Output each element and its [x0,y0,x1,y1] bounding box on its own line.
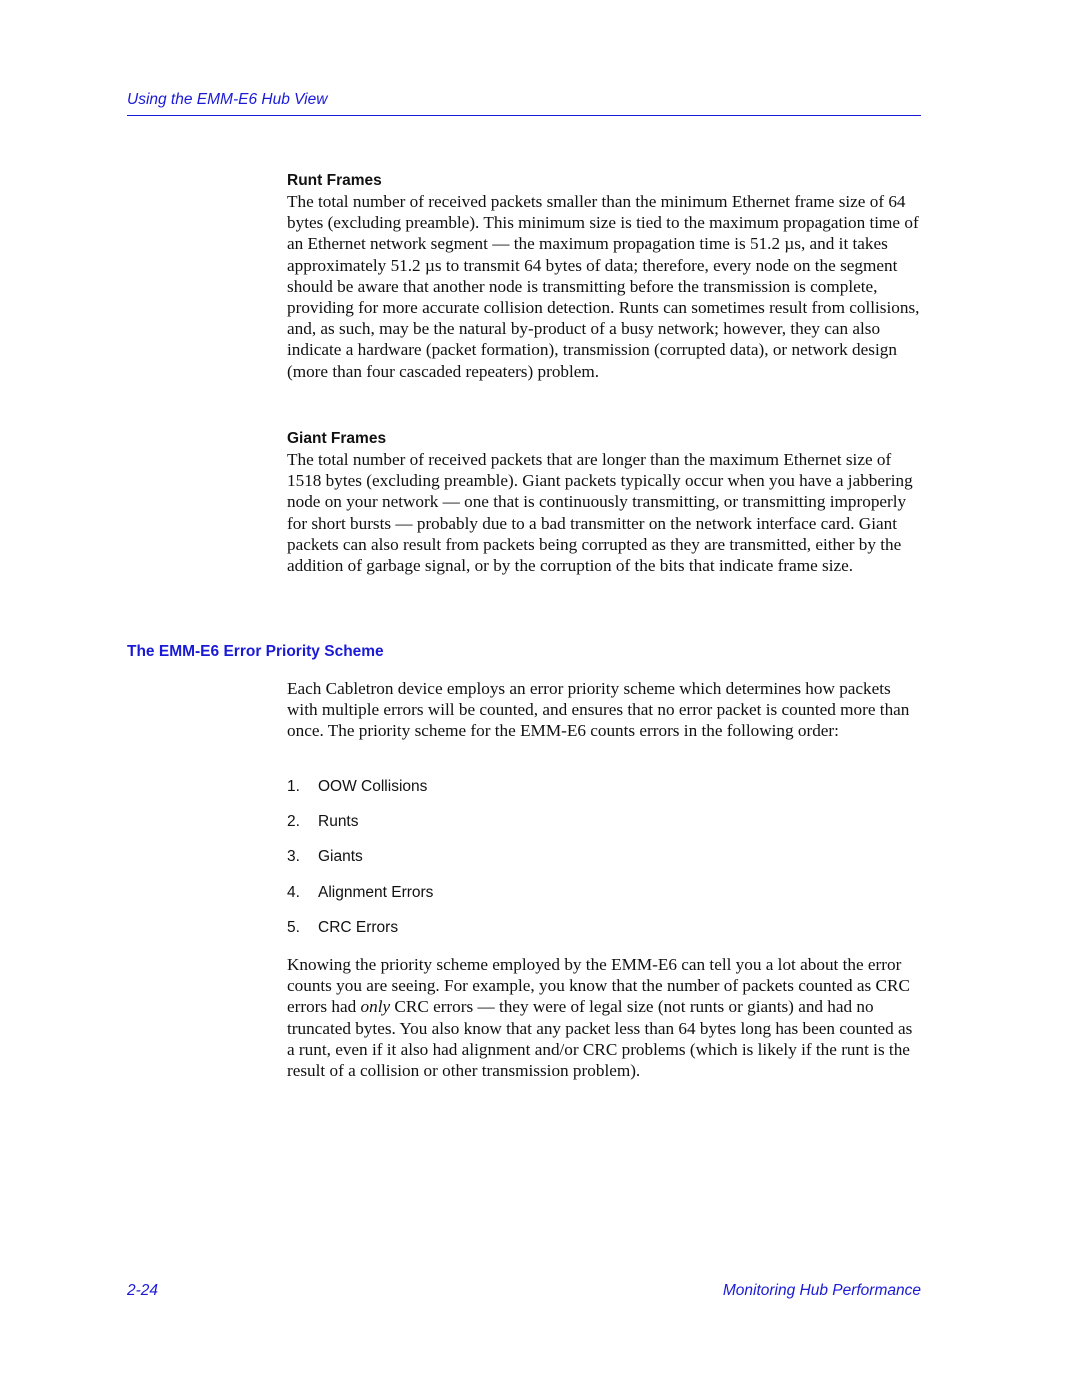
priority-closing [287,954,923,1081]
chapter-title: Monitoring Hub Performance [722,1282,921,1299]
closing-text-start: Knowing the priority scheme employed by the EMM-E6 can tell you a lot about the error counts you are seeing. For example, you know that the number of packets counted as CRC errors had [287,955,910,1017]
giant-frames-heading: Giant Frames [287,430,387,447]
list-item-label: Runts [318,813,359,831]
priority-closing-paragraph [287,954,923,1081]
list-item [287,777,433,812]
priority-intro [287,678,923,742]
closing-text-end: CRC errors — they were of legal size (not runts or giants) and had no truncated bytes. You also know that any packet less than 64 bytes long has been counted as a runt, even if it also had alignment and/or CRC problems (which is likely if the runt is the result of a collision or other transmission problem). [287,997,913,1081]
giant-frames-paragraph: The total number of received packets that are longer than the maximum Ethernet size of 1518 bytes (excluding preamble). Giant packets typically occur when you have a jabbering node on your network — one that is continuously transmitting, or transmitting improperly for short bursts — probably due to a bad transmitter on the network interface card. Giant packets can also result from packets being corrupted as they are transmitted, either by the addition of garbage signal, or by the corruption of the bits that indicate frame size. [287,450,913,576]
page-number: 2-24 [127,1282,159,1299]
list-item-label: OOW Collisions [318,778,428,795]
list-item-label: Alignment Errors [318,883,434,901]
list-item [287,918,433,953]
list-item-number: 2. [287,813,300,831]
giant-frames-section [287,428,923,576]
priority-intro-paragraph: Each Cabletron device employs an error priority scheme which determines how packets with multiple errors will be counted, and ensures that no error packet is counted more than once. The priority scheme for the EMM-E6 counts errors in the following order: [287,679,910,741]
list-item-label: Giants [318,848,363,866]
runt-frames-section [287,170,923,382]
runt-frames-paragraph: The total number of received packets smaller than the minimum Ethernet frame size of 64 bytes (excluding preamble). This minimum size is tied to the maximum propagation time of an Ethernet network segment — the maximum propagation time is 51.2 µs, and it takes approximately 51.2 µs to transmit 64 bytes of data; therefore, every node on the segment should be aware that another node is transmitting before the transmission is complete, providing for more accurate collision detection. Runts can sometimes result from collisions, and, as such, may be the natural by-product of a busy network; however, they can also indicate a hardware (packet formation), transmission (corrupted data), or network design (more than four cascaded repeaters) problem. [287,192,920,381]
list-item-number: 5. [287,918,300,936]
list-item [287,812,433,847]
list-item-number: 1. [287,778,300,795]
priority-order-list [287,777,433,953]
header-rule [127,115,921,116]
list-item-number: 3. [287,848,300,866]
closing-emphasis: only [360,997,391,1017]
runt-frames-heading: Runt Frames [287,172,382,189]
section-heading: The EMM-E6 Error Priority Scheme [127,643,384,660]
list-item [287,883,433,918]
list-item [287,847,433,882]
list-item-number: 4. [287,883,300,901]
list-item-label: CRC Errors [318,918,399,936]
running-header: Using the EMM-E6 Hub View [127,91,328,108]
